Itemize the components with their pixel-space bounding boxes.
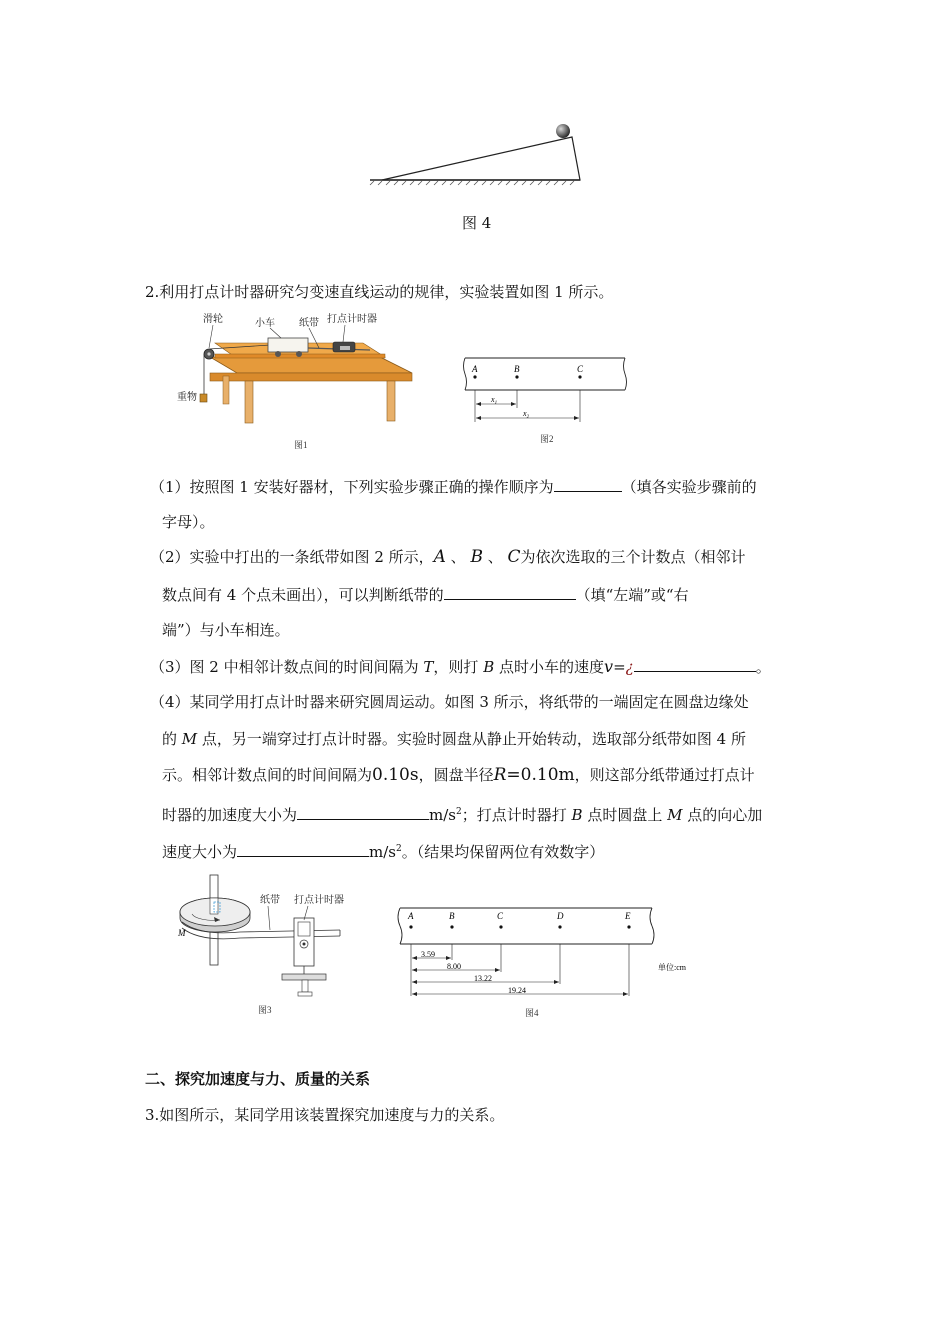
label-x2: $x_2$ [523, 409, 530, 420]
section-2-title: 二、探究加速度与力、质量的关系 [145, 1070, 371, 1088]
q2-part2-line1: （2）实验中打出的一条纸带如图 2 所示，A 、 B 、 C为依次选取的三个计数点（相邻计 [150, 547, 746, 567]
fig4-d3: 13.22 [474, 974, 492, 983]
label-pulley: 滑轮 [203, 314, 223, 325]
q2-part4-line5: 速度大小为 $m/s^2$。（结果均保留两位有效数字） [162, 838, 604, 863]
figure-caption: 图 4 [462, 214, 492, 232]
label-timer: 打点计时器 [327, 314, 377, 325]
figure-4-caption: 图4 [525, 1008, 539, 1018]
q2-part1-line1: （1）按照图 1 安装好器材，下列实验步骤正确的操作顺序为 （填各实验步骤前的 [150, 475, 757, 498]
fig4-unit: 单位:cm [658, 963, 686, 972]
fig4-point-D: D [557, 911, 564, 921]
answer-blank-centripetal[interactable] [237, 840, 369, 857]
question-3-stem: 3.如图所示，某同学用该装置探究加速度与力的关系。 [145, 1106, 505, 1124]
incline-figure [360, 115, 590, 195]
fig4-d1: 3.59 [421, 950, 435, 959]
label-x1: $x_1$ [491, 395, 498, 406]
figure-3-caption: 图3 [258, 1005, 272, 1015]
tape-point-A: A [472, 364, 478, 374]
fig4-point-A: A [408, 911, 414, 921]
figure-2-caption: 图2 [540, 434, 554, 444]
figure-1-caption: 图1 [294, 440, 308, 450]
fig4-d2: 8.00 [447, 962, 461, 971]
figure-2-tape [460, 350, 635, 450]
figure-3-disc [170, 870, 360, 1020]
q2-part2-line3: 端”）与小车相连。 [162, 621, 290, 639]
q2-part2-line2: 数点间有 4 个点未画出），可以判断纸带的 （填“左端”或“右 [162, 583, 689, 606]
label-timer-fig3: 打点计时器 [294, 895, 344, 906]
label-cart: 小车 [255, 318, 275, 329]
q2-part3-line: （3）图 2 中相邻计数点间的时间间隔为 T，则打 B 点时小车的速度v=¿ 。 [150, 657, 771, 676]
label-tape-fig3: 纸带 [260, 895, 280, 906]
fig4-d4: 19.24 [508, 986, 526, 995]
answer-blank-order[interactable] [554, 475, 622, 492]
q2-part4-line4: 时器的加速度大小为 $m/s^2$；打点计时器打 B 点时圆盘上 M 点的向心加 [162, 801, 762, 826]
answer-blank-acceleration[interactable] [297, 803, 429, 820]
tape-point-B: B [514, 364, 520, 374]
fig4-point-E: E [625, 911, 631, 921]
figure-4-tape [390, 900, 720, 1025]
answer-blank-end[interactable] [444, 583, 576, 600]
label-weight: 重物 [177, 392, 197, 403]
answer-blank-velocity[interactable] [634, 655, 756, 672]
label-M: M [178, 928, 186, 938]
fig4-point-C: C [497, 911, 504, 921]
q2-part4-line2: 的 M 点，另一端穿过打点计时器。实验时圆盘从静止开始转动，选取部分纸带如图 4 所 [162, 730, 746, 748]
q2-part4-line1: （4）某同学用打点计时器来研究圆周运动。如图 3 所示，将纸带的一端固定在圆盘边缘处 [150, 693, 749, 711]
question-2-stem: 2.利用打点计时器研究匀变速直线运动的规律，实验装置如图 1 所示。 [145, 283, 614, 301]
label-tape: 纸带 [299, 318, 319, 329]
figure-1-setup [175, 310, 425, 455]
q2-part1-line2: 字母）。 [162, 513, 215, 531]
fig4-point-B: B [449, 911, 455, 921]
tape-point-C: C [577, 364, 584, 374]
q2-part4-line3: 示。相邻计数点间的时间间隔为0.10s，圆盘半径R=0.10m，则这部分纸带通过打点计 [162, 765, 755, 785]
